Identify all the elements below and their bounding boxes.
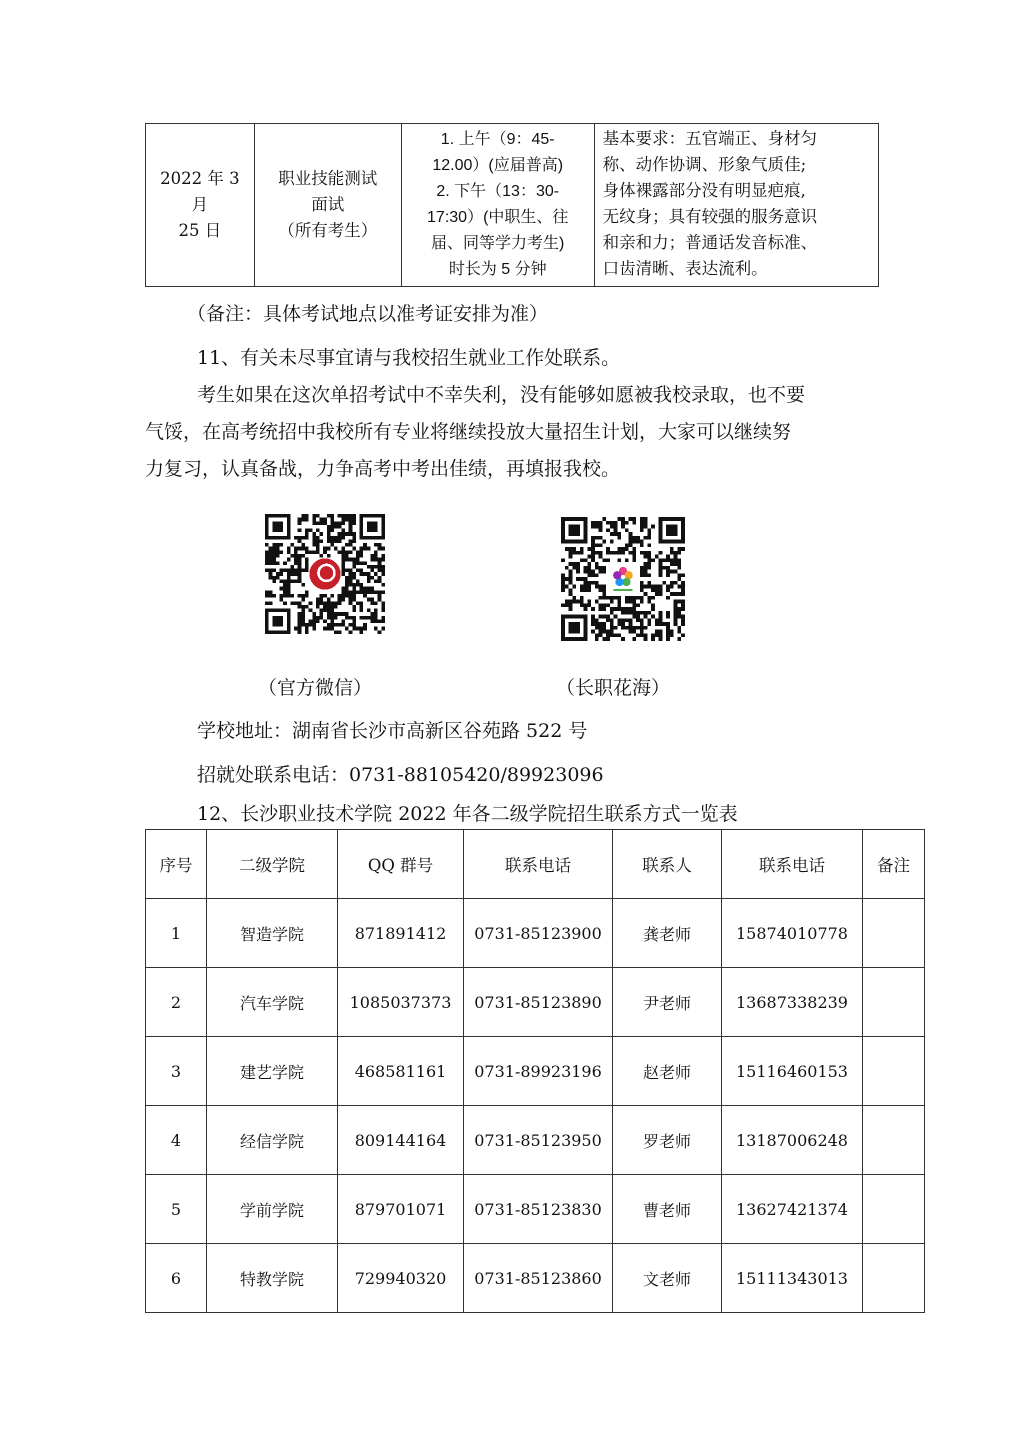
remarks bbox=[863, 899, 925, 968]
college-contacts-table bbox=[145, 829, 925, 1313]
office-phone: 0731-85123860 bbox=[464, 1244, 613, 1313]
remarks bbox=[863, 1037, 925, 1106]
qq-group: 879701071 bbox=[338, 1175, 464, 1244]
table-row bbox=[146, 1037, 925, 1106]
text-line: 月 bbox=[191, 195, 209, 214]
row-index: 3 bbox=[146, 1037, 207, 1106]
qq-group: 871891412 bbox=[338, 899, 464, 968]
table-row bbox=[146, 124, 879, 287]
row-index: 5 bbox=[146, 1175, 207, 1244]
row-index: 2 bbox=[146, 968, 207, 1037]
item-12: 12、长沙职业技术学院 2022 年各二级学院招生联系方式一览表 bbox=[197, 803, 738, 825]
text-line: 时长为 5 分钟 bbox=[448, 261, 547, 278]
college-name: 经信学院 bbox=[207, 1106, 338, 1175]
table-row bbox=[146, 1106, 925, 1175]
remarks bbox=[863, 968, 925, 1037]
exam-subject-cell bbox=[254, 124, 401, 287]
contact-person: 赵老师 bbox=[613, 1037, 722, 1106]
table-row bbox=[146, 1244, 925, 1313]
mobile-phone: 15111343013 bbox=[722, 1244, 863, 1313]
official-wechat-qr-code bbox=[265, 514, 385, 634]
changzhi-huahai-qr-code bbox=[561, 517, 685, 641]
mobile-phone: 13627421374 bbox=[722, 1175, 863, 1244]
college-name: 智造学院 bbox=[207, 899, 338, 968]
office-phone: 0731-85123950 bbox=[464, 1106, 613, 1175]
text-line: 基本要求：五官端正、身材匀 bbox=[602, 129, 818, 148]
mobile-phone: 15874010778 bbox=[722, 899, 863, 968]
row-index: 1 bbox=[146, 899, 207, 968]
contact-person: 罗老师 bbox=[613, 1106, 722, 1175]
text-line: 17:30）(中职生、往 bbox=[427, 209, 569, 226]
text-line: 身体裸露部分没有明显疤痕, bbox=[602, 181, 806, 200]
text-line: 面试 bbox=[311, 195, 345, 214]
mobile-phone: 15116460153 bbox=[722, 1037, 863, 1106]
col-header-contact-person: 联系人 bbox=[613, 830, 722, 899]
exam-date-cell bbox=[146, 124, 255, 287]
col-header-office-phone: 联系电话 bbox=[464, 830, 613, 899]
text-line: 口齿清晰、表达流利。 bbox=[602, 259, 768, 278]
office-phone: 0731-85123830 bbox=[464, 1175, 613, 1244]
item-11: 11、有关未尽事宜请与我校招生就业工作处联系。 bbox=[197, 347, 621, 369]
table-header-row bbox=[146, 830, 925, 899]
office-phone: 0731-85123890 bbox=[464, 968, 613, 1037]
college-name: 特教学院 bbox=[207, 1244, 338, 1313]
text-line: 和亲和力；普通话发音标准、 bbox=[602, 233, 818, 252]
exam-location-note: （备注：具体考试地点以准考证安排为准） bbox=[187, 303, 549, 325]
paragraph-line: 气馁，在高考统招中我校所有专业将继续投放大量招生计划，大家可以继续努 bbox=[145, 421, 792, 443]
text-line: 届、同等学力考生) bbox=[431, 235, 565, 252]
college-name: 建艺学院 bbox=[207, 1037, 338, 1106]
text-line: 2. 下午（13：30- bbox=[436, 183, 560, 200]
contact-person: 曹老师 bbox=[613, 1175, 722, 1244]
text-line: 职业技能测试 bbox=[278, 169, 378, 188]
table-row bbox=[146, 899, 925, 968]
paragraph-line: 力复习，认真备战，力争高考中考出佳绩，再填报我校。 bbox=[145, 458, 621, 480]
qq-group: 468581161 bbox=[338, 1037, 464, 1106]
table-row bbox=[146, 968, 925, 1037]
remarks bbox=[863, 1175, 925, 1244]
college-name: 汽车学院 bbox=[207, 968, 338, 1037]
official-wechat-caption: （官方微信） bbox=[258, 677, 373, 699]
mobile-phone: 13187006248 bbox=[722, 1106, 863, 1175]
mobile-phone: 13687338239 bbox=[722, 968, 863, 1037]
text-line: 1. 上午（9：45- bbox=[440, 131, 555, 148]
office-phone: 0731-85123900 bbox=[464, 899, 613, 968]
col-header-qq-group: QQ 群号 bbox=[338, 830, 464, 899]
paragraph-line: 考生如果在这次单招考试中不幸失利，没有能够如愿被我校录取，也不要 bbox=[197, 384, 806, 406]
table-row bbox=[146, 1175, 925, 1244]
office-phone: 0731-89923196 bbox=[464, 1037, 613, 1106]
exam-requirements-cell bbox=[594, 124, 878, 287]
contact-person: 龚老师 bbox=[613, 899, 722, 968]
college-name: 学前学院 bbox=[207, 1175, 338, 1244]
exam-schedule-table bbox=[145, 123, 879, 287]
text-line: 12.00）(应届普高) bbox=[432, 157, 564, 174]
text-line: 无纹身；具有较强的服务意识 bbox=[602, 207, 818, 226]
school-address: 学校地址：湖南省长沙市高新区谷苑路 522 号 bbox=[197, 720, 588, 742]
changzhi-huahai-caption: （长职花海） bbox=[556, 677, 671, 699]
row-index: 4 bbox=[146, 1106, 207, 1175]
text-line: 2022 年 3 bbox=[160, 169, 240, 188]
qq-group: 729940320 bbox=[338, 1244, 464, 1313]
remarks bbox=[863, 1106, 925, 1175]
col-header-index: 序号 bbox=[146, 830, 207, 899]
text-line: （所有考生） bbox=[278, 221, 378, 240]
row-index: 6 bbox=[146, 1244, 207, 1313]
exam-time-cell bbox=[401, 124, 594, 287]
admissions-phone: 招就处联系电话：0731-88105420/89923096 bbox=[197, 764, 604, 786]
text-line: 25 日 bbox=[178, 221, 222, 240]
qq-group: 809144164 bbox=[338, 1106, 464, 1175]
col-header-remarks: 备注 bbox=[863, 830, 925, 899]
col-header-mobile-phone: 联系电话 bbox=[722, 830, 863, 899]
contact-person: 尹老师 bbox=[613, 968, 722, 1037]
col-header-college: 二级学院 bbox=[207, 830, 338, 899]
text-line: 称、动作协调、形象气质佳; bbox=[602, 155, 807, 174]
contact-person: 文老师 bbox=[613, 1244, 722, 1313]
qq-group: 1085037373 bbox=[338, 968, 464, 1037]
remarks bbox=[863, 1244, 925, 1313]
